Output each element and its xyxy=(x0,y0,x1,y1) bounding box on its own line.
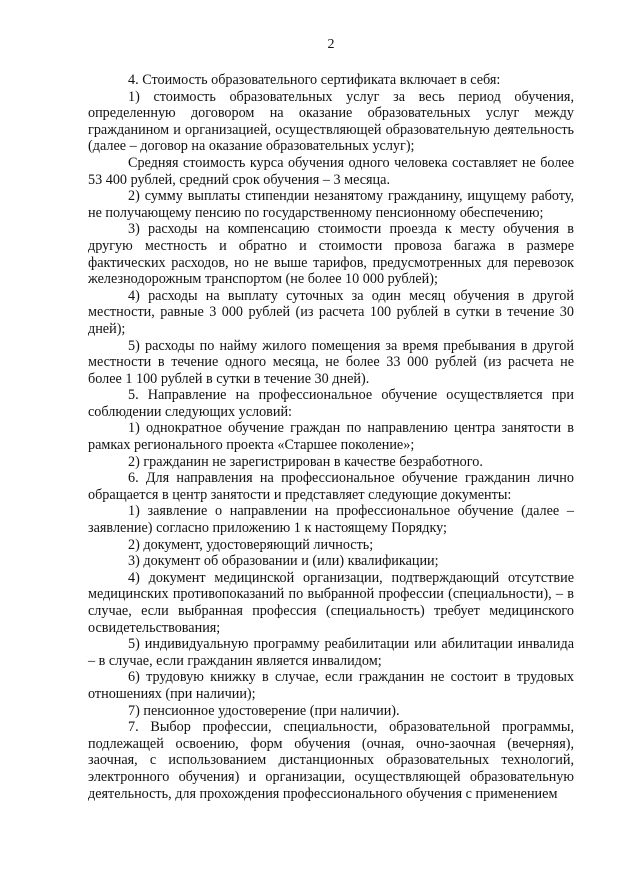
paragraph: 7. Выбор профессии, специальности, образовательной программы, подлежащей освоению, форм обучения (очная, очно-заочная (вечерняя), заочная, с использованием дистанционных образовательных технологий, электронного обучения) и организации, осуществляющей образовательную деятельность, для прохождения профессионального обучения с применением xyxy=(88,719,574,802)
paragraph: 5) расходы по найму жилого помещения за время пребывания в другой местности в течение одного месяца, не более 33 000 рублей (из расчета не более 1 100 рублей в сутки в течение 30 дней). xyxy=(88,337,574,387)
paragraph: 1) заявление о направлении на профессиональное обучение (далее – заявление) согласно приложению 1 к настоящему Порядку; xyxy=(88,503,574,537)
page-number: 2 xyxy=(327,37,335,52)
paragraph: 4) документ медицинской организации, подтверждающий отсутствие медицинских противопоказаний по выбранной профессии (специальности), – в случае, если выбранная профессия (специальность) требует медицинского освидетельствования; xyxy=(88,569,574,636)
paragraph: 3) документ об образовании и (или) квалификации; xyxy=(128,553,439,570)
paragraph: 6) трудовую книжку в случае, если гражданин не состоит в трудовых отношениях (при наличии); xyxy=(88,669,574,702)
paragraph: 5. Направление на профессиональное обучение осуществляется при соблюдении следующих условий: xyxy=(88,387,574,420)
paragraph: 6. Для направления на профессиональное обучение гражданин лично обращается в центр занятости и представляет следующие документы: xyxy=(88,470,574,503)
paragraph: Средняя стоимость курса обучения одного человека составляет не более 53 400 рублей, средний срок обучения – 3 месяца. xyxy=(88,154,574,188)
paragraph: 5) индивидуальную программу реабилитации или абилитации инвалида – в случае, если гражданин является инвалидом; xyxy=(88,636,574,669)
paragraph: 2) документ, удостоверяющий личность; xyxy=(128,536,374,553)
paragraph: 2) сумму выплаты стипендии незанятому гражданину, ищущему работу, не получающему пенсию по государственному пенсионному обеспечению; xyxy=(88,188,574,221)
paragraph: 4. Стоимость образовательного сертификата включает в себя: xyxy=(128,72,501,88)
paragraph: 7) пенсионное удостоверение (при наличии). xyxy=(128,702,400,719)
paragraph: 2) гражданин не зарегистрирован в качестве безработного. xyxy=(128,453,483,470)
paragraph: 1) стоимость образовательных услуг за весь период обучения, определенную договором на оказание образовательных услуг между гражданином и организацией, осуществляющей образовательную деятельность (далее – договор на оказание образовательных услуг); xyxy=(88,88,574,155)
document-body xyxy=(88,72,574,802)
paragraph: 4) расходы на выплату суточных за один месяц обучения в другой местности, равные 3 000 рублей (из расчета 100 рублей в сутки в течение 30 дней); xyxy=(88,287,574,337)
paragraph: 3) расходы на компенсацию стоимости проезда к месту обучения в другую местность и обратно и стоимости провоза багажа в размере фактических расходов, но не выше тарифов, предусмотренных для перевозок железнодорожным транспортом (не более 10 000 рублей); xyxy=(88,221,574,288)
paragraph: 1) однократное обучение граждан по направлению центра занятости в рамках регионального проекта «Старшее поколение»; xyxy=(88,420,574,454)
